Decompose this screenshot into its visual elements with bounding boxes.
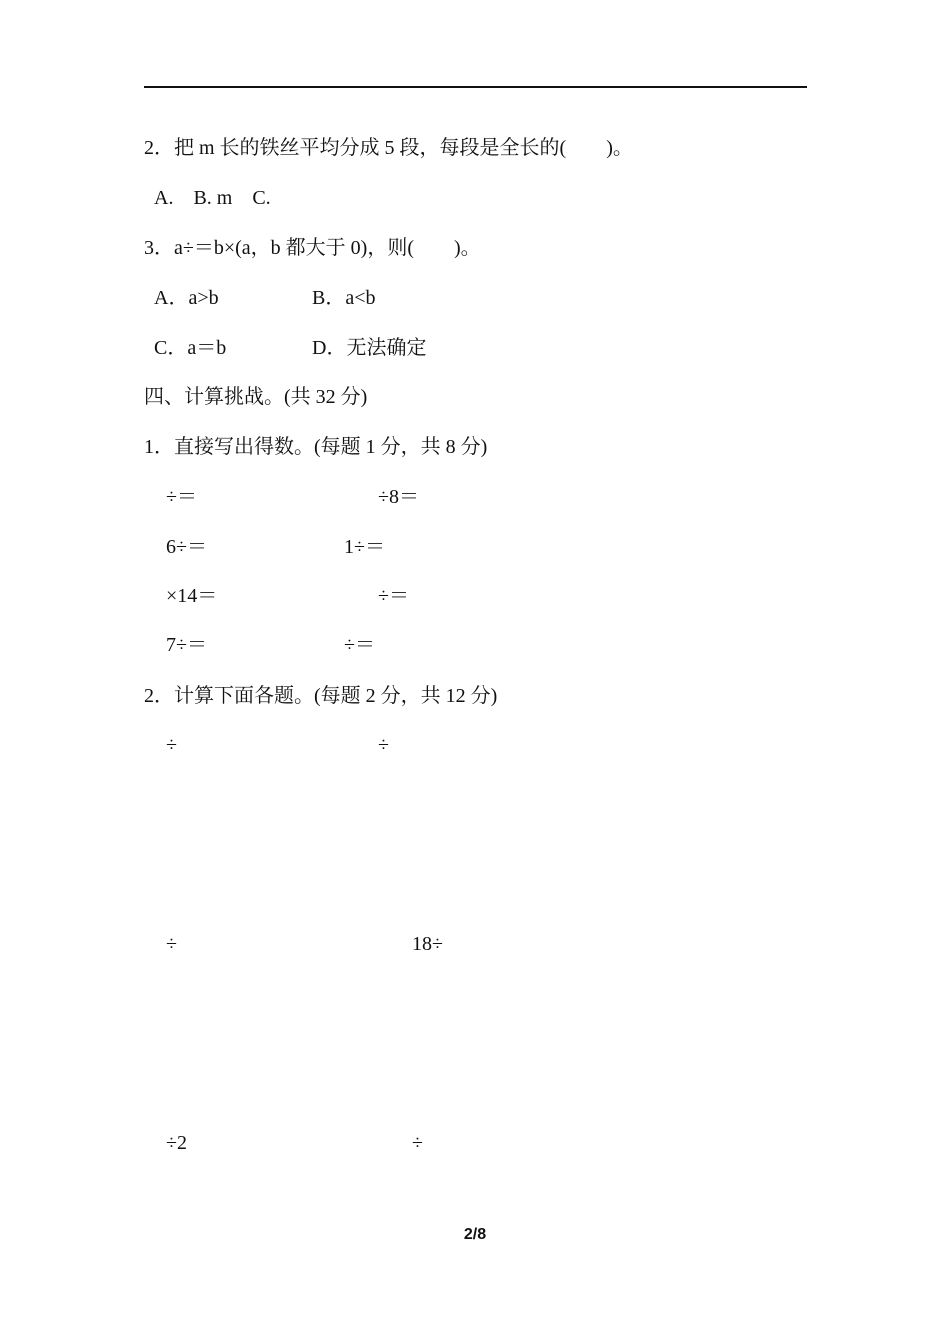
oral-item-2: ÷8＝ [378,486,419,508]
q3-option-c: C．a＝b [154,337,227,359]
q3-stem: 3．a÷＝b×(a，b 都大于 0)，则( )。 [144,237,481,259]
q3-option-d: D．无法确定 [312,337,427,359]
oral-item-1: ÷＝ [166,486,197,508]
calc-item-2: ÷ [378,734,389,756]
calc-item-3: ÷ [166,933,177,955]
q2-stem: 2．把 m 长的铁丝平均分成 5 段，每段是全长的( )。 [144,137,633,159]
oral-item-4: 1÷＝ [344,536,385,558]
calc-item-4: 18÷ [412,933,443,955]
part2-title: 2．计算下面各题。(每题 2 分，共 12 分) [144,685,498,707]
oral-item-3: 6÷＝ [166,536,207,558]
oral-item-7: 7÷＝ [166,634,207,656]
calc-item-5: ÷2 [166,1132,187,1154]
calc-item-1: ÷ [166,734,177,756]
section-heading: 四、计算挑战。(共 32 分) [144,386,368,408]
q3-option-b: B．a<b [312,287,376,309]
part1-title: 1．直接写出得数。(每题 1 分，共 8 分) [144,436,488,458]
header-rule [144,86,807,88]
oral-item-6: ÷＝ [378,585,409,607]
q2-options: A. B. m C. [154,187,271,209]
page-number: 2/8 [463,1226,487,1243]
oral-item-5: ×14＝ [166,585,218,607]
q3-option-a: A．a>b [154,287,219,309]
calc-item-6: ÷ [412,1132,423,1154]
oral-item-8: ÷＝ [344,634,375,656]
